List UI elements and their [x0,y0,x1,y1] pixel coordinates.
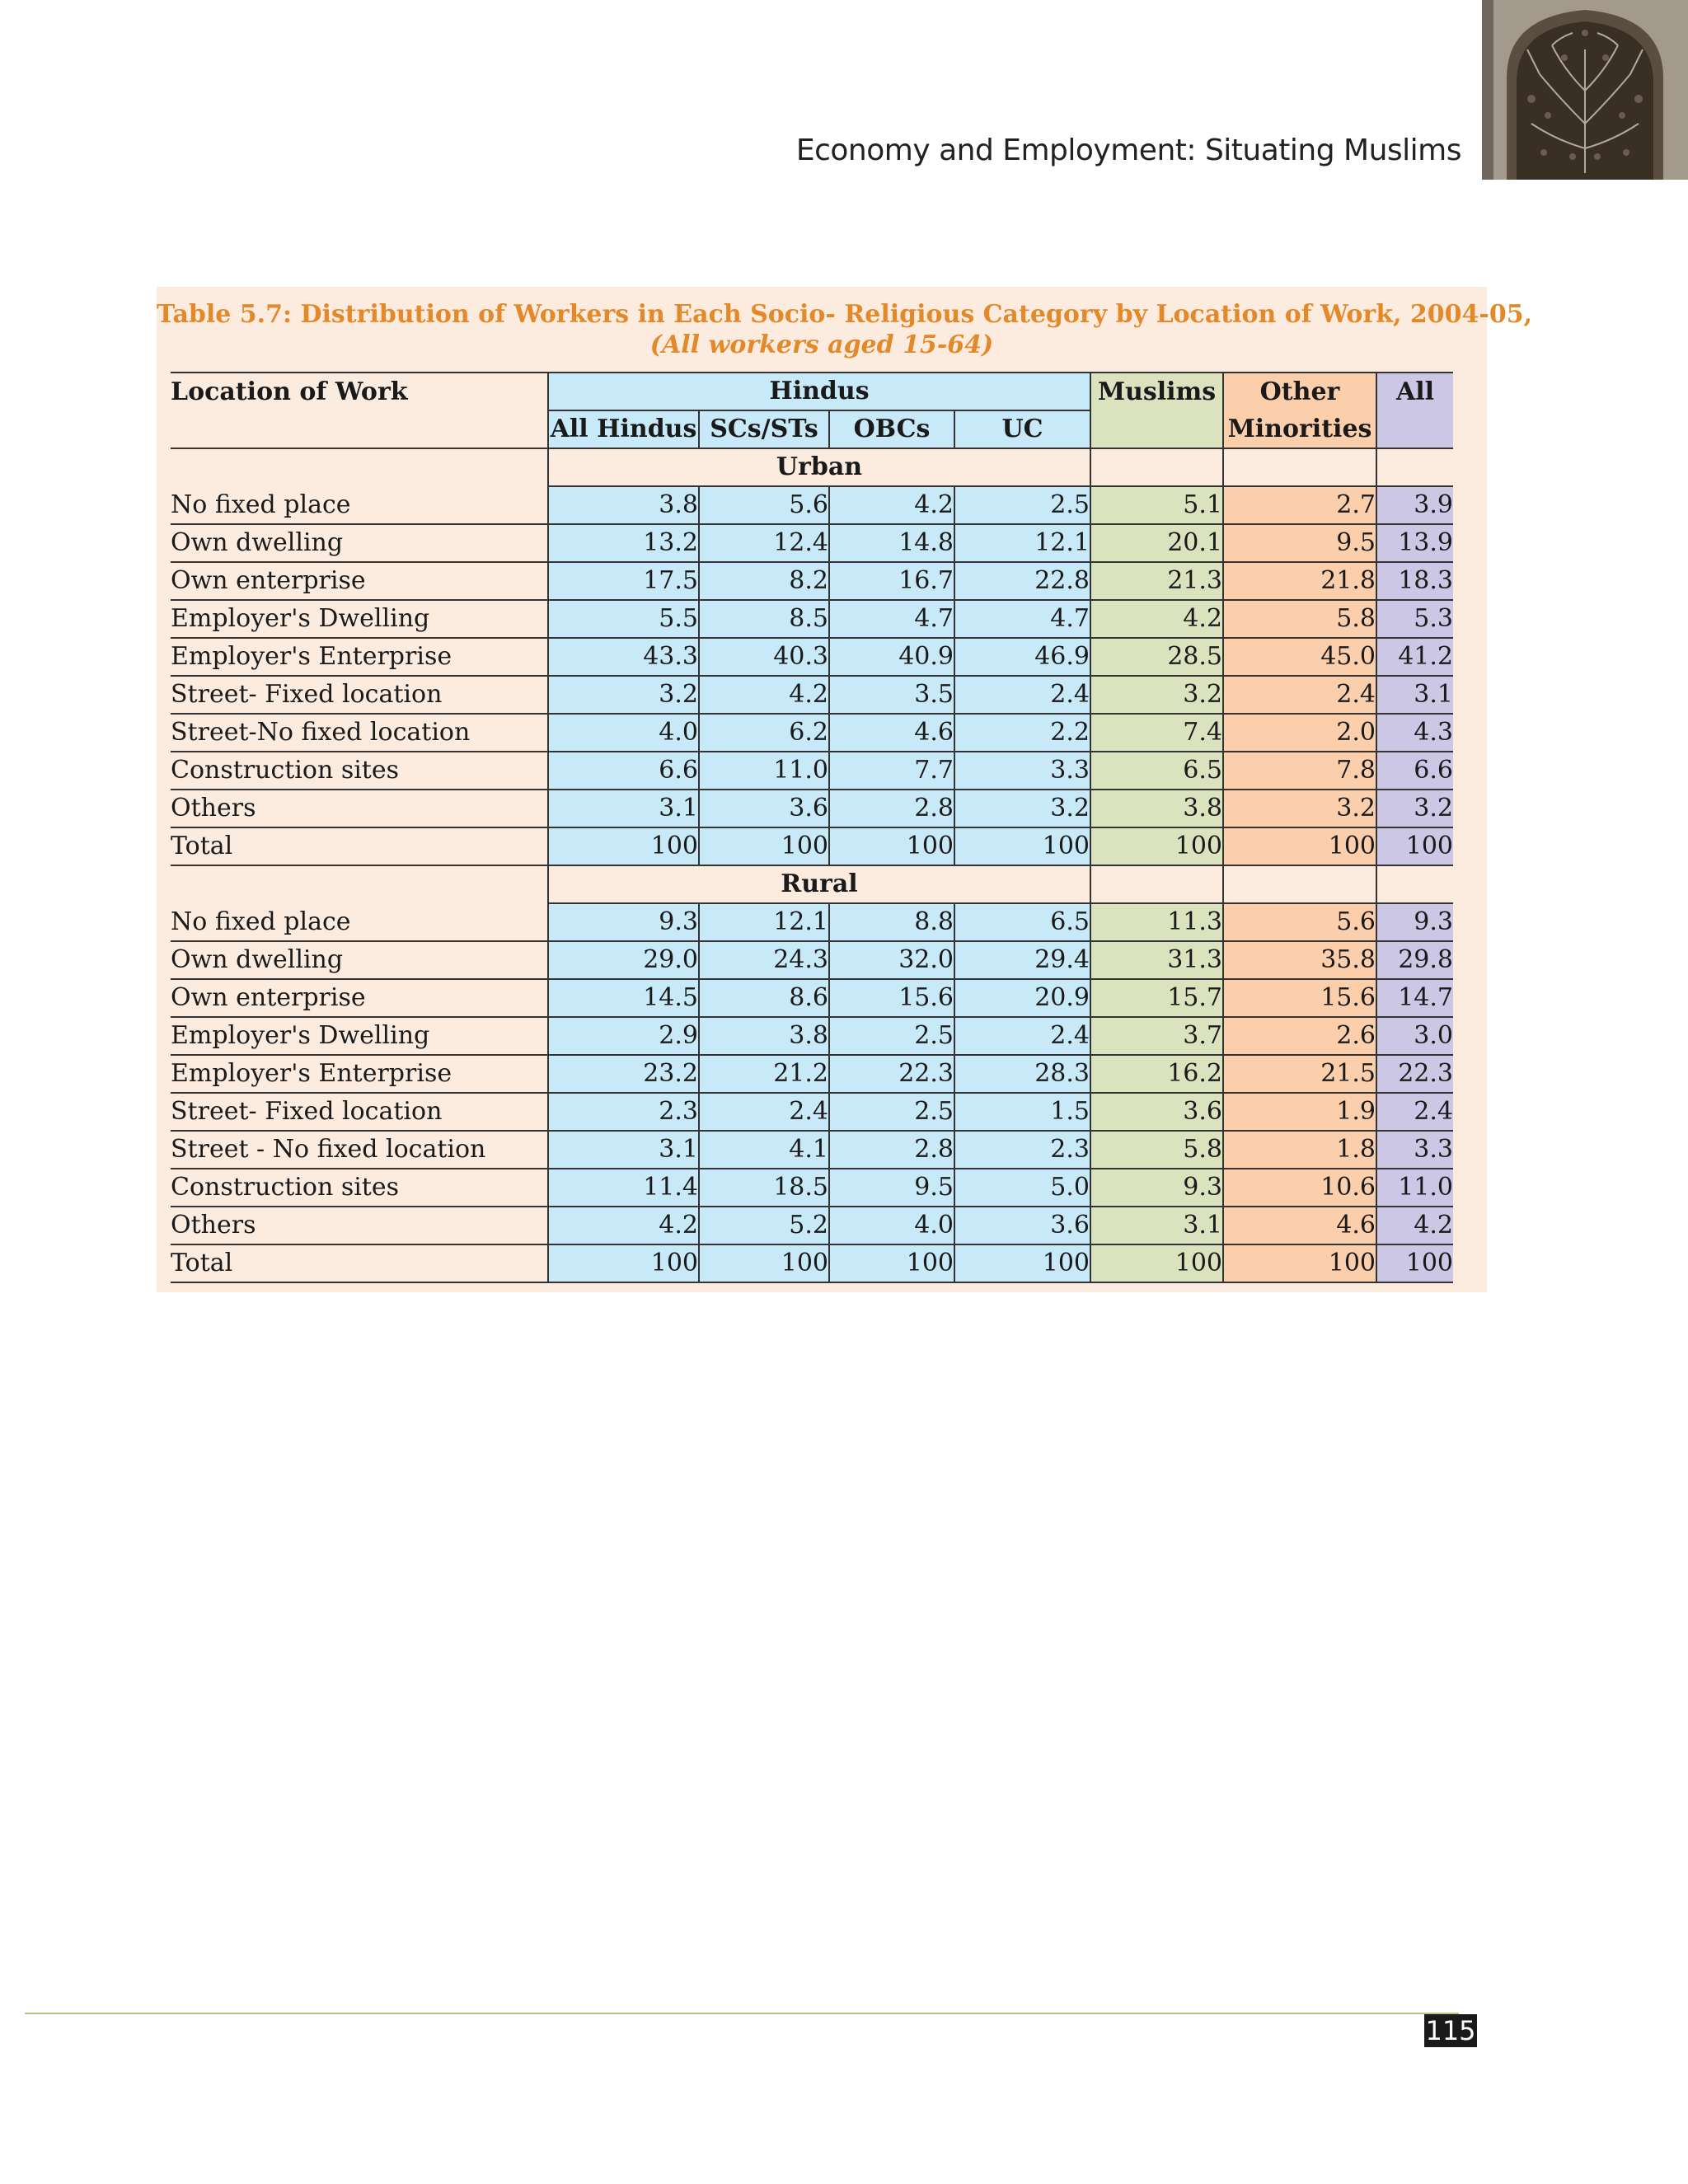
section-blank [171,448,548,486]
cell-other-minorities: 2.6 [1223,1017,1376,1055]
cell-other-minorities: 100 [1223,1244,1376,1282]
cell-all-hindus: 29.0 [548,941,699,979]
cell-uc: 2.3 [954,1131,1090,1169]
cell-muslims: 3.2 [1090,676,1223,714]
row-location-label: Employer's Dwelling [171,600,548,638]
table-row [171,638,1453,676]
cell-all: 3.2 [1376,790,1453,827]
table-caption [157,299,1533,360]
section-row-rural [171,865,1453,903]
header-uc: UC [954,410,1090,448]
section-blank [1223,448,1376,486]
cell-all-hindus: 4.2 [548,1207,699,1244]
cell-scs-sts: 40.3 [699,638,829,676]
row-location-label: Others [171,790,548,827]
section-label-rural: Rural [548,865,1090,903]
cell-other-minorities: 45.0 [1223,638,1376,676]
cell-obcs: 100 [829,827,954,865]
cell-all: 2.4 [1376,1093,1453,1131]
urban-section [171,448,1453,865]
cell-uc: 5.0 [954,1169,1090,1207]
cell-all-hindus: 6.6 [548,752,699,790]
cell-obcs: 4.7 [829,600,954,638]
cell-scs-sts: 3.6 [699,790,829,827]
row-location-label: No fixed place [171,903,548,941]
row-location-label: Employer's Dwelling [171,1017,548,1055]
cell-scs-sts: 8.6 [699,979,829,1017]
corner-photo [1482,0,1688,180]
cell-uc: 4.7 [954,600,1090,638]
rural-section [171,865,1453,1282]
cell-all: 9.3 [1376,903,1453,941]
cell-uc: 6.5 [954,903,1090,941]
header-scs-sts: SCs/STs [699,410,829,448]
table-row [171,562,1453,600]
cell-other-minorities: 2.7 [1223,486,1376,524]
cell-all: 22.3 [1376,1055,1453,1093]
cell-muslims: 21.3 [1090,562,1223,600]
section-blank [171,865,548,903]
cell-all-hindus: 14.5 [548,979,699,1017]
cell-all: 5.3 [1376,600,1453,638]
cell-all: 3.1 [1376,676,1453,714]
cell-scs-sts: 2.4 [699,1093,829,1131]
cell-obcs: 40.9 [829,638,954,676]
cell-all: 14.7 [1376,979,1453,1017]
row-location-label: Street- Fixed location [171,676,548,714]
cell-muslims: 11.3 [1090,903,1223,941]
cell-muslims: 3.1 [1090,1207,1223,1244]
cell-uc: 100 [954,827,1090,865]
row-location-label: Others [171,1207,548,1244]
data-table [171,372,1453,1283]
cell-all-hindus: 3.2 [548,676,699,714]
row-location-label: Own dwelling [171,941,548,979]
cell-obcs: 3.5 [829,676,954,714]
table-row [171,941,1453,979]
cell-scs-sts: 100 [699,1244,829,1282]
cell-other-minorities: 4.6 [1223,1207,1376,1244]
cell-other-minorities: 21.5 [1223,1055,1376,1093]
row-location-label: Construction sites [171,752,548,790]
cell-other-minorities: 5.6 [1223,903,1376,941]
table-row [171,979,1453,1017]
cell-scs-sts: 5.2 [699,1207,829,1244]
cell-uc: 3.3 [954,752,1090,790]
cell-muslims: 5.1 [1090,486,1223,524]
cell-scs-sts: 12.1 [699,903,829,941]
cell-all: 100 [1376,827,1453,865]
cell-all: 6.6 [1376,752,1453,790]
cell-other-minorities: 15.6 [1223,979,1376,1017]
cell-other-minorities: 3.2 [1223,790,1376,827]
cell-uc: 100 [954,1244,1090,1282]
running-head: Economy and Employment: Situating Muslims [795,134,1461,167]
table-title: Table 5.7: Distribution of Workers in Each Socio- Religious Category by Location of Work, 2004-05, [157,300,1533,329]
cell-obcs: 14.8 [829,524,954,562]
cell-scs-sts: 4.2 [699,676,829,714]
row-location-label: Employer's Enterprise [171,1055,548,1093]
cell-muslims: 3.6 [1090,1093,1223,1131]
cell-obcs: 4.0 [829,1207,954,1244]
header-blank [171,410,548,448]
cell-all-hindus: 11.4 [548,1169,699,1207]
cell-all: 29.8 [1376,941,1453,979]
header-muslims-cont [1090,410,1223,448]
header-row-1 [171,373,1453,410]
table-row [171,1207,1453,1244]
cell-all-hindus: 5.5 [548,600,699,638]
cell-other-minorities: 21.8 [1223,562,1376,600]
cell-all-hindus: 9.3 [548,903,699,941]
row-location-label: Own dwelling [171,524,548,562]
table-panel [157,287,1533,1292]
row-location-label: Street-No fixed location [171,714,548,752]
cell-other-minorities: 35.8 [1223,941,1376,979]
section-blank [1376,865,1453,903]
cell-all: 18.3 [1376,562,1453,600]
cell-muslims: 20.1 [1090,524,1223,562]
cell-uc: 2.4 [954,1017,1090,1055]
cell-all-hindus: 43.3 [548,638,699,676]
cell-obcs: 32.0 [829,941,954,979]
cell-all-hindus: 17.5 [548,562,699,600]
cell-uc: 29.4 [954,941,1090,979]
header-hindus: Hindus [548,373,1090,410]
cell-obcs: 2.8 [829,1131,954,1169]
cell-all-hindus: 100 [548,1244,699,1282]
row-location-label: Street- Fixed location [171,1093,548,1131]
header-row-2 [171,410,1453,448]
table-row [171,676,1453,714]
footer-rule [25,2013,1459,2014]
cell-obcs: 100 [829,1244,954,1282]
cell-obcs: 8.8 [829,903,954,941]
header-other-minorities-line1: Other [1223,373,1376,410]
section-blank [1090,448,1223,486]
table-row [171,714,1453,752]
cell-all: 11.0 [1376,1169,1453,1207]
table-row [171,790,1453,827]
cell-other-minorities: 2.0 [1223,714,1376,752]
cell-other-minorities: 1.9 [1223,1093,1376,1131]
section-blank [1090,865,1223,903]
cell-all: 3.3 [1376,1131,1453,1169]
cell-all-hindus: 3.1 [548,790,699,827]
table-row [171,524,1453,562]
cell-muslims: 3.7 [1090,1017,1223,1055]
table-row [171,1169,1453,1207]
table-subtitle: (All workers aged 15-64) [649,330,994,359]
cell-uc: 28.3 [954,1055,1090,1093]
cell-muslims: 7.4 [1090,714,1223,752]
cell-obcs: 2.5 [829,1093,954,1131]
cell-scs-sts: 24.3 [699,941,829,979]
table-row [171,827,1453,865]
row-location-label: Own enterprise [171,979,548,1017]
cell-scs-sts: 4.1 [699,1131,829,1169]
cell-uc: 2.5 [954,486,1090,524]
cell-uc: 46.9 [954,638,1090,676]
cell-scs-sts: 5.6 [699,486,829,524]
cell-all: 100 [1376,1244,1453,1282]
cell-muslims: 5.8 [1090,1131,1223,1169]
cell-scs-sts: 6.2 [699,714,829,752]
page-number: 115 [1425,2015,1476,2046]
cell-obcs: 7.7 [829,752,954,790]
cell-obcs: 22.3 [829,1055,954,1093]
lattice-window-image [1482,0,1688,180]
row-location-label: Employer's Enterprise [171,638,548,676]
cell-other-minorities: 1.8 [1223,1131,1376,1169]
cell-uc: 12.1 [954,524,1090,562]
cell-obcs: 15.6 [829,979,954,1017]
cell-all-hindus: 13.2 [548,524,699,562]
header-muslims: Muslims [1090,373,1223,410]
cell-other-minorities: 5.8 [1223,600,1376,638]
cell-all: 4.2 [1376,1207,1453,1244]
cell-all: 3.0 [1376,1017,1453,1055]
cell-all-hindus: 2.3 [548,1093,699,1131]
section-label-urban: Urban [548,448,1090,486]
cell-muslims: 31.3 [1090,941,1223,979]
header-all-cont [1376,410,1453,448]
header-all-hindus: All Hindus [548,410,699,448]
cell-uc: 2.2 [954,714,1090,752]
cell-all: 41.2 [1376,638,1453,676]
cell-muslims: 100 [1090,827,1223,865]
cell-all-hindus: 23.2 [548,1055,699,1093]
table-row [171,1055,1453,1093]
cell-obcs: 2.5 [829,1017,954,1055]
cell-obcs: 4.2 [829,486,954,524]
table-row [171,1093,1453,1131]
cell-uc: 2.4 [954,676,1090,714]
cell-uc: 3.2 [954,790,1090,827]
header-location: Location of Work [171,373,548,410]
cell-all-hindus: 2.9 [548,1017,699,1055]
cell-scs-sts: 8.5 [699,600,829,638]
cell-other-minorities: 10.6 [1223,1169,1376,1207]
row-location-label: No fixed place [171,486,548,524]
cell-muslims: 4.2 [1090,600,1223,638]
row-location-label: Total [171,827,548,865]
table-row [171,486,1453,524]
cell-all-hindus: 4.0 [548,714,699,752]
cell-scs-sts: 3.8 [699,1017,829,1055]
cell-obcs: 4.6 [829,714,954,752]
table-row [171,903,1453,941]
table-row [171,600,1453,638]
table-row [171,752,1453,790]
table-row [171,1244,1453,1282]
cell-scs-sts: 18.5 [699,1169,829,1207]
section-row-urban [171,448,1453,486]
cell-scs-sts: 11.0 [699,752,829,790]
cell-scs-sts: 8.2 [699,562,829,600]
cell-all-hindus: 100 [548,827,699,865]
cell-muslims: 3.8 [1090,790,1223,827]
cell-other-minorities: 2.4 [1223,676,1376,714]
section-blank [1223,865,1376,903]
cell-muslims: 9.3 [1090,1169,1223,1207]
cell-all: 3.9 [1376,486,1453,524]
cell-muslims: 100 [1090,1244,1223,1282]
cell-muslims: 15.7 [1090,979,1223,1017]
table-row [171,1131,1453,1169]
row-location-label: Total [171,1244,548,1282]
header-other-minorities-line2: Minorities [1223,410,1376,448]
cell-all-hindus: 3.8 [548,486,699,524]
row-location-label: Street - No fixed location [171,1131,548,1169]
row-location-label: Own enterprise [171,562,548,600]
cell-obcs: 2.8 [829,790,954,827]
cell-scs-sts: 100 [699,827,829,865]
cell-uc: 3.6 [954,1207,1090,1244]
cell-other-minorities: 100 [1223,827,1376,865]
cell-uc: 22.8 [954,562,1090,600]
cell-uc: 20.9 [954,979,1090,1017]
cell-all-hindus: 3.1 [548,1131,699,1169]
cell-muslims: 28.5 [1090,638,1223,676]
header-all: All [1376,373,1453,410]
table-row [171,1017,1453,1055]
cell-uc: 1.5 [954,1093,1090,1131]
cell-obcs: 16.7 [829,562,954,600]
section-blank [1376,448,1453,486]
cell-scs-sts: 21.2 [699,1055,829,1093]
cell-other-minorities: 9.5 [1223,524,1376,562]
cell-muslims: 6.5 [1090,752,1223,790]
header-obcs: OBCs [829,410,954,448]
cell-muslims: 16.2 [1090,1055,1223,1093]
cell-all: 4.3 [1376,714,1453,752]
cell-other-minorities: 7.8 [1223,752,1376,790]
cell-scs-sts: 12.4 [699,524,829,562]
cell-all: 13.9 [1376,524,1453,562]
cell-obcs: 9.5 [829,1169,954,1207]
row-location-label: Construction sites [171,1169,548,1207]
